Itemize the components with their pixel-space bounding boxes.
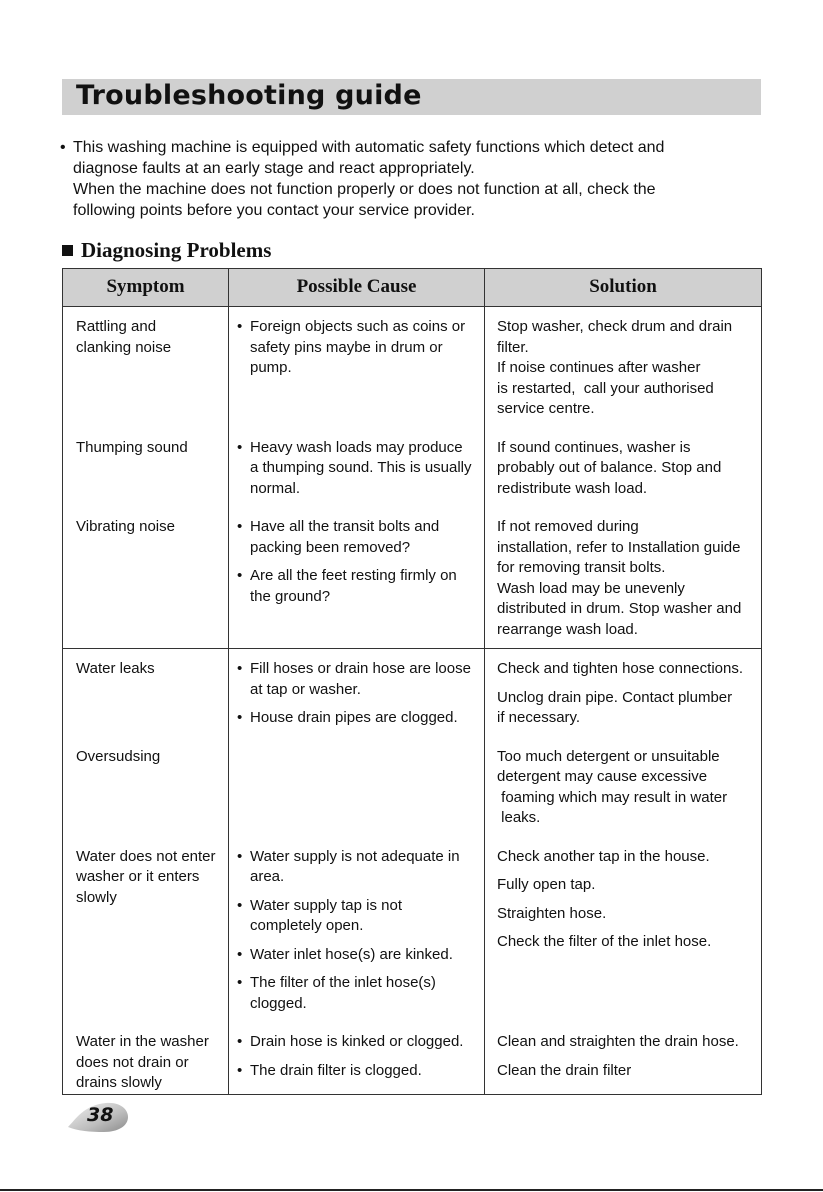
cause-line: Heavy wash loads may produce bbox=[250, 438, 463, 456]
intro-paragraph bbox=[60, 137, 760, 221]
symptom-line: Water does not enter bbox=[76, 847, 216, 865]
solution-line: Check and tighten hose connections. bbox=[497, 660, 743, 677]
solution-line: Fully open tap. bbox=[497, 876, 596, 893]
cause-item bbox=[237, 945, 478, 966]
solution-line: is restarted, call your authorised bbox=[497, 379, 714, 397]
cause-line: at tap or washer. bbox=[250, 680, 361, 698]
solution-line: Clean the drain filter bbox=[497, 1061, 632, 1079]
bullet: • bbox=[237, 847, 243, 865]
cause-item bbox=[237, 659, 478, 700]
cause-cell bbox=[229, 507, 485, 649]
solution-line: If not removed during bbox=[497, 518, 639, 535]
section-heading bbox=[62, 238, 271, 263]
intro-line: This washing machine is equipped with automatic safety functions which detect and bbox=[73, 139, 665, 156]
solution-cell bbox=[485, 1022, 762, 1094]
symptom-line: Thumping sound bbox=[76, 438, 188, 456]
solution-line: If noise continues after washer bbox=[497, 359, 701, 376]
symptom-line: Water in the washer bbox=[76, 1033, 209, 1050]
solution-line: foaming which may result in water bbox=[497, 788, 728, 806]
solution-line: Too much detergent or unsuitable bbox=[497, 747, 720, 765]
bullet: • bbox=[237, 974, 243, 991]
solution-line: filter. bbox=[497, 338, 529, 356]
page-number-badge bbox=[66, 1101, 130, 1133]
symptom-cell bbox=[63, 837, 229, 1023]
cause-line: pump. bbox=[250, 359, 292, 376]
solution-item bbox=[497, 932, 757, 953]
solution-line: leaks. bbox=[497, 809, 541, 826]
bullet: • bbox=[237, 896, 243, 914]
table-row bbox=[63, 428, 762, 508]
cause-item bbox=[237, 973, 478, 1014]
symptom-line: does not drain or bbox=[76, 1053, 189, 1071]
troubleshooting-table bbox=[62, 268, 762, 1095]
cause-line: The drain filter is clogged. bbox=[250, 1061, 422, 1079]
cause-item bbox=[237, 517, 478, 558]
solution-line: rearrange wash load. bbox=[497, 620, 638, 638]
solution-cell bbox=[485, 737, 762, 837]
bullet: • bbox=[237, 318, 243, 335]
symptom-cell bbox=[63, 307, 229, 428]
cause-item bbox=[237, 317, 478, 379]
cause-line: The filter of the inlet hose(s) bbox=[250, 974, 436, 991]
cause-cell bbox=[229, 737, 485, 837]
solution-item bbox=[497, 1032, 757, 1053]
solution-line: Straighten hose. bbox=[497, 904, 607, 922]
table-row bbox=[63, 1022, 762, 1094]
symptom-line: drains slowly bbox=[76, 1074, 162, 1091]
solution-item bbox=[497, 688, 757, 729]
solution-line: Wash load may be unevenly bbox=[497, 579, 685, 597]
intro-line: following points before you contact your service provider. bbox=[73, 202, 475, 219]
solution-cell bbox=[485, 649, 762, 737]
intro-line: When the machine does not function properly or does not function at all, check the bbox=[73, 181, 656, 198]
solution-item bbox=[497, 517, 757, 640]
cause-item bbox=[237, 896, 478, 937]
cause-line: a thumping sound. This is usually bbox=[250, 459, 472, 476]
bullet: • bbox=[237, 709, 243, 726]
solution-line: probably out of balance. Stop and bbox=[497, 459, 722, 476]
header-symptom: Symptom bbox=[63, 269, 229, 307]
solution-line: Check another tap in the house. bbox=[497, 847, 710, 865]
cause-line: Have all the transit bolts and bbox=[250, 518, 440, 535]
solution-line: Clean and straighten the drain hose. bbox=[497, 1033, 739, 1050]
solution-line: distributed in drum. Stop washer and bbox=[497, 600, 742, 617]
symptom-cell bbox=[63, 507, 229, 649]
cause-item bbox=[237, 847, 478, 888]
square-bullet-icon bbox=[62, 245, 73, 256]
cause-item bbox=[237, 1032, 478, 1053]
solution-item bbox=[497, 847, 757, 868]
table-row bbox=[63, 507, 762, 649]
bullet: • bbox=[237, 518, 243, 535]
cause-line: clogged. bbox=[250, 994, 307, 1012]
intro-text bbox=[60, 137, 760, 221]
symptom-line: washer or it enters bbox=[76, 868, 200, 885]
table-header-row bbox=[63, 269, 762, 307]
solution-cell bbox=[485, 307, 762, 428]
symptom-line: clanking noise bbox=[76, 338, 172, 356]
bottom-rule bbox=[0, 1189, 823, 1191]
solution-cell bbox=[485, 507, 762, 649]
solution-item bbox=[497, 904, 757, 925]
cause-line: Foreign objects such as coins or bbox=[250, 318, 466, 335]
cause-line: normal. bbox=[250, 479, 301, 497]
symptom-line: Water leaks bbox=[76, 660, 155, 677]
cause-item bbox=[237, 708, 478, 729]
solution-item bbox=[497, 1061, 757, 1082]
solution-item bbox=[497, 438, 757, 500]
cause-cell bbox=[229, 428, 485, 508]
solution-line: installation, refer to Installation guide bbox=[497, 538, 741, 556]
cause-line: House drain pipes are clogged. bbox=[250, 709, 458, 726]
symptom-cell bbox=[63, 737, 229, 837]
symptom-cell bbox=[63, 649, 229, 737]
solution-line: service centre. bbox=[497, 400, 595, 417]
cause-line: packing been removed? bbox=[250, 538, 411, 556]
solution-item bbox=[497, 659, 757, 680]
bullet: • bbox=[237, 660, 243, 677]
solution-item bbox=[497, 875, 757, 896]
solution-line: Stop washer, check drum and drain bbox=[497, 318, 733, 335]
solution-item bbox=[497, 747, 757, 829]
cause-line: Water inlet hose(s) are kinked. bbox=[250, 945, 453, 963]
cause-line: Drain hose is kinked or clogged. bbox=[250, 1033, 464, 1050]
cause-cell bbox=[229, 837, 485, 1023]
bullet: • bbox=[237, 1033, 243, 1050]
cause-cell bbox=[229, 1022, 485, 1094]
solution-cell bbox=[485, 428, 762, 508]
cause-item bbox=[237, 438, 478, 500]
solution-line: redistribute wash load. bbox=[497, 479, 648, 497]
table-row bbox=[63, 737, 762, 837]
cause-cell bbox=[229, 307, 485, 428]
header-possible-cause: Possible Cause bbox=[229, 269, 485, 307]
solution-line: Check the filter of the inlet hose. bbox=[497, 933, 712, 950]
bullet: • bbox=[237, 438, 243, 456]
bullet: • bbox=[60, 139, 66, 156]
cause-line: Water supply tap is not bbox=[250, 896, 403, 914]
cause-cell bbox=[229, 649, 485, 737]
symptom-line: Rattling and bbox=[76, 318, 157, 335]
symptom-line: Oversudsing bbox=[76, 747, 161, 765]
solution-line: if necessary. bbox=[497, 709, 581, 726]
solution-line: If sound continues, washer is bbox=[497, 438, 691, 456]
bullet: • bbox=[237, 945, 243, 963]
section-heading-text: Diagnosing Problems bbox=[81, 238, 272, 262]
intro-line: diagnose faults at an early stage and react appropriately. bbox=[73, 160, 475, 177]
solution-line: for removing transit bolts. bbox=[497, 559, 666, 576]
title-bar bbox=[62, 79, 761, 115]
solution-line: detergent may cause excessive bbox=[497, 768, 708, 785]
cause-line: Fill hoses or drain hose are loose bbox=[250, 660, 471, 677]
bullet: • bbox=[237, 567, 243, 584]
cause-item bbox=[237, 566, 478, 607]
cause-line: Water supply is not adequate in bbox=[250, 847, 460, 865]
page-number: 38 bbox=[87, 1104, 114, 1126]
cause-line: completely open. bbox=[250, 917, 364, 934]
symptom-cell bbox=[63, 428, 229, 508]
symptom-cell bbox=[63, 1022, 229, 1094]
table-row bbox=[63, 307, 762, 428]
cause-line: Are all the feet resting firmly on bbox=[250, 567, 457, 584]
solution-cell bbox=[485, 837, 762, 1023]
page-title: Troubleshooting guide bbox=[76, 80, 422, 111]
cause-line: safety pins maybe in drum or bbox=[250, 338, 443, 356]
header-solution: Solution bbox=[485, 269, 762, 307]
symptom-line: Vibrating noise bbox=[76, 518, 175, 535]
solution-line: Unclog drain pipe. Contact plumber bbox=[497, 688, 733, 706]
solution-item bbox=[497, 317, 757, 420]
cause-line: area. bbox=[250, 868, 285, 885]
bullet: • bbox=[237, 1061, 243, 1079]
cause-item bbox=[237, 1061, 478, 1082]
cause-line: the ground? bbox=[250, 587, 331, 605]
table-row bbox=[63, 649, 762, 737]
symptom-line: slowly bbox=[76, 888, 117, 906]
table-row bbox=[63, 837, 762, 1023]
